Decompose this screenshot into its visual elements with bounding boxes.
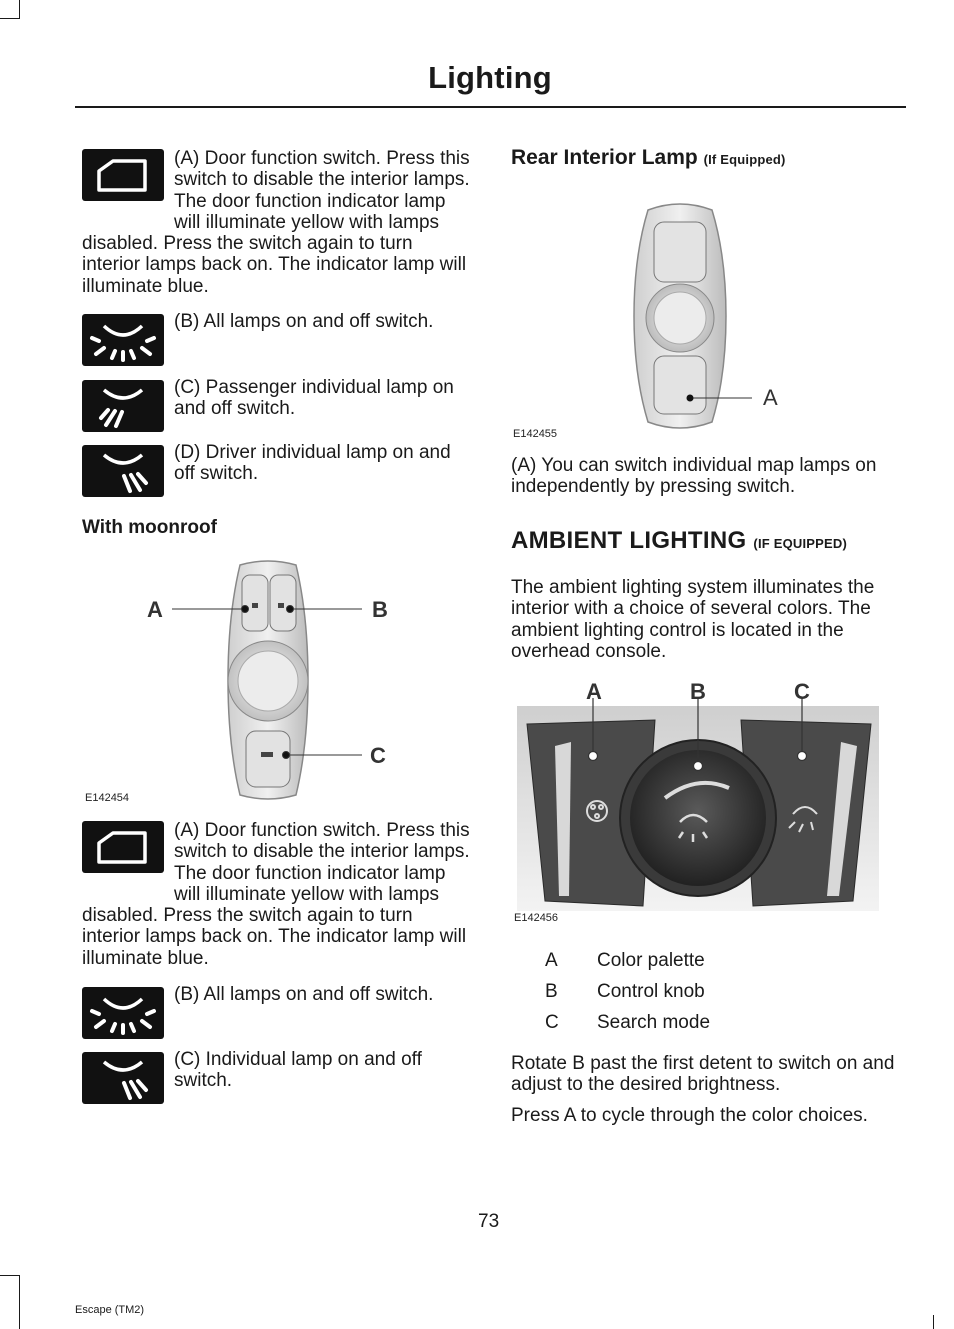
legend-value: Control knob: [597, 981, 705, 1002]
figure3-label-c: C: [794, 679, 810, 704]
rear-interior-lamp-heading: Rear Interior Lamp (If Equipped): [511, 146, 786, 169]
rear-lamp-text: (A) You can switch individual map lamps on independently by pressing switch.: [511, 455, 877, 498]
moonroof-console-figure: [140, 555, 400, 805]
rotate-instruction: Rotate B past the first detent to switch on and adjust to the desired brightness.: [511, 1053, 895, 1096]
dome-lamp-all-icon: [82, 314, 164, 366]
ambient-description: The ambient lighting system illuminates the interior with a choice of several colors. The ambient lighting control is located in the overhead console.: [511, 577, 875, 662]
press-instruction: Press A to cycle through the color choices.: [511, 1105, 868, 1126]
individual-lamp-text: (C) Individual lamp on and off switch.: [174, 1049, 422, 1092]
driver-lamp-icon: [82, 445, 164, 497]
crop-mark: [19, 0, 20, 18]
figure1-label-a: A: [147, 597, 163, 622]
individual-lamp-icon: [82, 1052, 164, 1104]
page-number: 73: [478, 1211, 500, 1232]
all-lamps-text-2: (B) All lamps on and off switch.: [174, 984, 434, 1005]
legend-key: C: [545, 1012, 559, 1033]
ambient-control-figure: [515, 676, 885, 916]
crop-mark: [933, 1315, 934, 1329]
title-rule: [75, 106, 906, 108]
dome-lamp-all-icon: [82, 987, 164, 1039]
ambient-lighting-heading: AMBIENT LIGHTING (IF EQUIPPED): [511, 527, 848, 554]
figure1-label-c: C: [370, 743, 386, 768]
door-function-text-1: (A) Door function switch. Press this switch to disable the interior lamps. The door function indicator lamp will illuminate yellow with lamps disabled. Press the switch again to turn interior lamps back on. The indicator lamp will illuminate blue.: [82, 148, 470, 297]
figure2-code: E142455: [513, 428, 558, 440]
legend-key: A: [545, 950, 558, 971]
legend-value: Search mode: [597, 1012, 711, 1033]
all-lamps-text-1: (B) All lamps on and off switch.: [174, 311, 434, 332]
figure1-code: E142454: [85, 792, 130, 804]
figure3-label-b: B: [690, 679, 706, 704]
legend-value: Color palette: [597, 950, 705, 971]
figure2-label-a: A: [763, 385, 778, 410]
crop-mark: [0, 18, 20, 19]
figure3-code: E142456: [514, 912, 559, 924]
crop-mark: [19, 1275, 20, 1329]
figure1-label-b: B: [372, 597, 388, 622]
door-function-text-2: (A) Door function switch. Press this switch to disable the interior lamps. The door function indicator lamp will illuminate yellow with lamps disabled. Press the switch again to turn interior lamps back on. The indicator lamp will illuminate blue.: [82, 820, 470, 969]
figure3-label-a: A: [586, 679, 602, 704]
page-title: Lighting: [428, 60, 552, 95]
model-label: Escape (TM2): [75, 1304, 145, 1316]
crop-mark: [0, 1275, 20, 1276]
moonroof-heading: With moonroof: [82, 517, 217, 538]
driver-lamp-text: (D) Driver individual lamp on and off switch.: [174, 442, 451, 485]
passenger-lamp-text: (C) Passenger individual lamp on and off switch.: [174, 377, 454, 420]
legend-key: B: [545, 981, 558, 1002]
passenger-lamp-icon: [82, 380, 164, 432]
